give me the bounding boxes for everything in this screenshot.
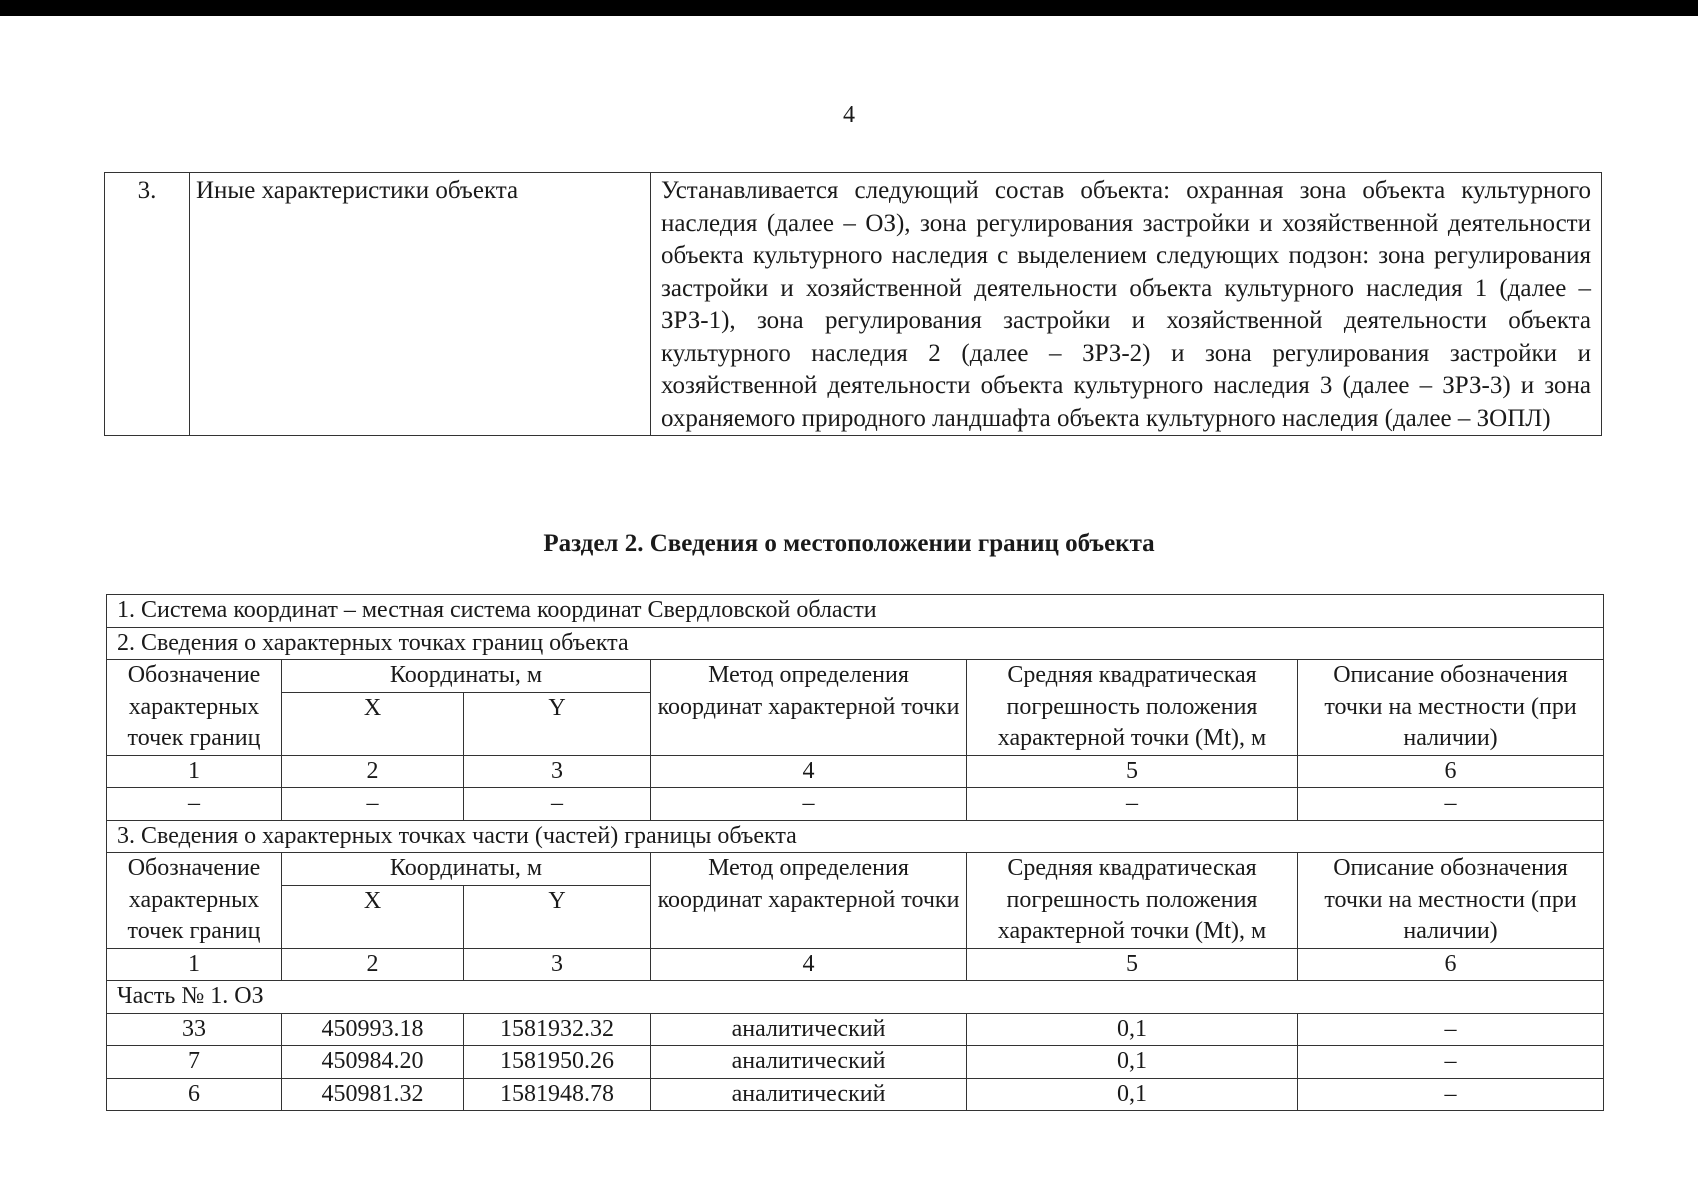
section-title: Раздел 2. Сведения о местоположении границ объекта <box>543 530 1155 557</box>
point-description: – <box>1298 1013 1604 1046</box>
empty-cell: – <box>967 788 1298 821</box>
header-row <box>107 853 1604 886</box>
empty-cell: – <box>651 788 967 821</box>
column-number-row <box>107 755 1604 788</box>
col-num: 5 <box>967 948 1298 981</box>
header-y: Y <box>464 885 651 948</box>
table-row <box>107 1078 1604 1111</box>
header-error: Средняя квадратическая погрешность положения характерной точки (Mt), м <box>967 660 1298 756</box>
table-row <box>105 173 1602 436</box>
col-num: 1 <box>107 948 282 981</box>
coord-x: 450981.32 <box>282 1078 464 1111</box>
row-description: Устанавливается следующий состав объекта: охранная зона объекта культурного наследия (далее – ОЗ), зона регулирования застройки и хозяйственной деятельности объекта культурного наследия с выделением следующих подзон: зона регулирования застройки и хозяйственной деятельности объекта культурного наследия 1 (далее – ЗРЗ-1), зона регулирования застройки и хозяйственной деятельности объекта культурного наследия 2 (далее – ЗРЗ-2) и зона регулирования застройки и хозяйственной деятельности объекта культурного наследия 3 (далее – ЗРЗ-3) и зона охраняемого природного ландшафта объекта культурного наследия (далее – ЗОПЛ) <box>651 173 1602 436</box>
method: аналитический <box>651 1078 967 1111</box>
coord-y: 1581948.78 <box>464 1078 651 1111</box>
header-designation: Обозначение характерных точек границ <box>107 853 282 949</box>
point-id: 33 <box>107 1013 282 1046</box>
header-coordinates: Координаты, м <box>282 853 651 886</box>
point-description: – <box>1298 1078 1604 1111</box>
header-x: X <box>282 885 464 948</box>
table-row <box>107 595 1604 628</box>
col-num: 5 <box>967 755 1298 788</box>
coord-y: 1581950.26 <box>464 1046 651 1079</box>
table-row <box>107 1013 1604 1046</box>
col-num: 6 <box>1298 755 1604 788</box>
col-num: 4 <box>651 755 967 788</box>
method: аналитический <box>651 1013 967 1046</box>
col-num: 2 <box>282 948 464 981</box>
header-designation: Обозначение характерных точек границ <box>107 660 282 756</box>
characteristics-table <box>104 172 1602 436</box>
part-label: Часть № 1. ОЗ <box>107 981 1604 1014</box>
coord-y: 1581932.32 <box>464 1013 651 1046</box>
col-num: 1 <box>107 755 282 788</box>
boundaries-table <box>106 594 1604 1111</box>
empty-cell: – <box>1298 788 1604 821</box>
empty-row <box>107 788 1604 821</box>
scan-top-border <box>0 0 1698 16</box>
point-id: 7 <box>107 1046 282 1079</box>
header-row <box>107 660 1604 693</box>
point-id: 6 <box>107 1078 282 1111</box>
header-description: Описание обозначения точки на местности (при наличии) <box>1298 660 1604 756</box>
col-num: 3 <box>464 755 651 788</box>
header-method: Метод определения координат характерной точки <box>651 660 967 756</box>
col-num: 3 <box>464 948 651 981</box>
col-num: 4 <box>651 948 967 981</box>
table-row <box>107 981 1604 1014</box>
error: 0,1 <box>967 1013 1298 1046</box>
header-y: Y <box>464 692 651 755</box>
row-number: 3. <box>105 173 190 436</box>
header-method: Метод определения координат характерной точки <box>651 853 967 949</box>
header-coordinates: Координаты, м <box>282 660 651 693</box>
empty-cell: – <box>464 788 651 821</box>
error: 0,1 <box>967 1046 1298 1079</box>
header-description: Описание обозначения точки на местности (при наличии) <box>1298 853 1604 949</box>
row-label: Иные характеристики объекта <box>190 173 651 436</box>
coord-system: 1. Система координат – местная система координат Свердловской области <box>107 595 1604 628</box>
table-row <box>107 820 1604 853</box>
method: аналитический <box>651 1046 967 1079</box>
table-row <box>107 627 1604 660</box>
header-error: Средняя квадратическая погрешность положения характерной точки (Mt), м <box>967 853 1298 949</box>
table-row <box>107 1046 1604 1079</box>
header-x: X <box>282 692 464 755</box>
empty-cell: – <box>282 788 464 821</box>
parts-title: 3. Сведения о характерных точках части (частей) границы объекта <box>107 820 1604 853</box>
points-title: 2. Сведения о характерных точках границ объекта <box>107 627 1604 660</box>
col-num: 2 <box>282 755 464 788</box>
column-number-row <box>107 948 1604 981</box>
empty-cell: – <box>107 788 282 821</box>
point-description: – <box>1298 1046 1604 1079</box>
coord-x: 450984.20 <box>282 1046 464 1079</box>
page-number: 4 <box>843 102 855 128</box>
coord-x: 450993.18 <box>282 1013 464 1046</box>
col-num: 6 <box>1298 948 1604 981</box>
error: 0,1 <box>967 1078 1298 1111</box>
